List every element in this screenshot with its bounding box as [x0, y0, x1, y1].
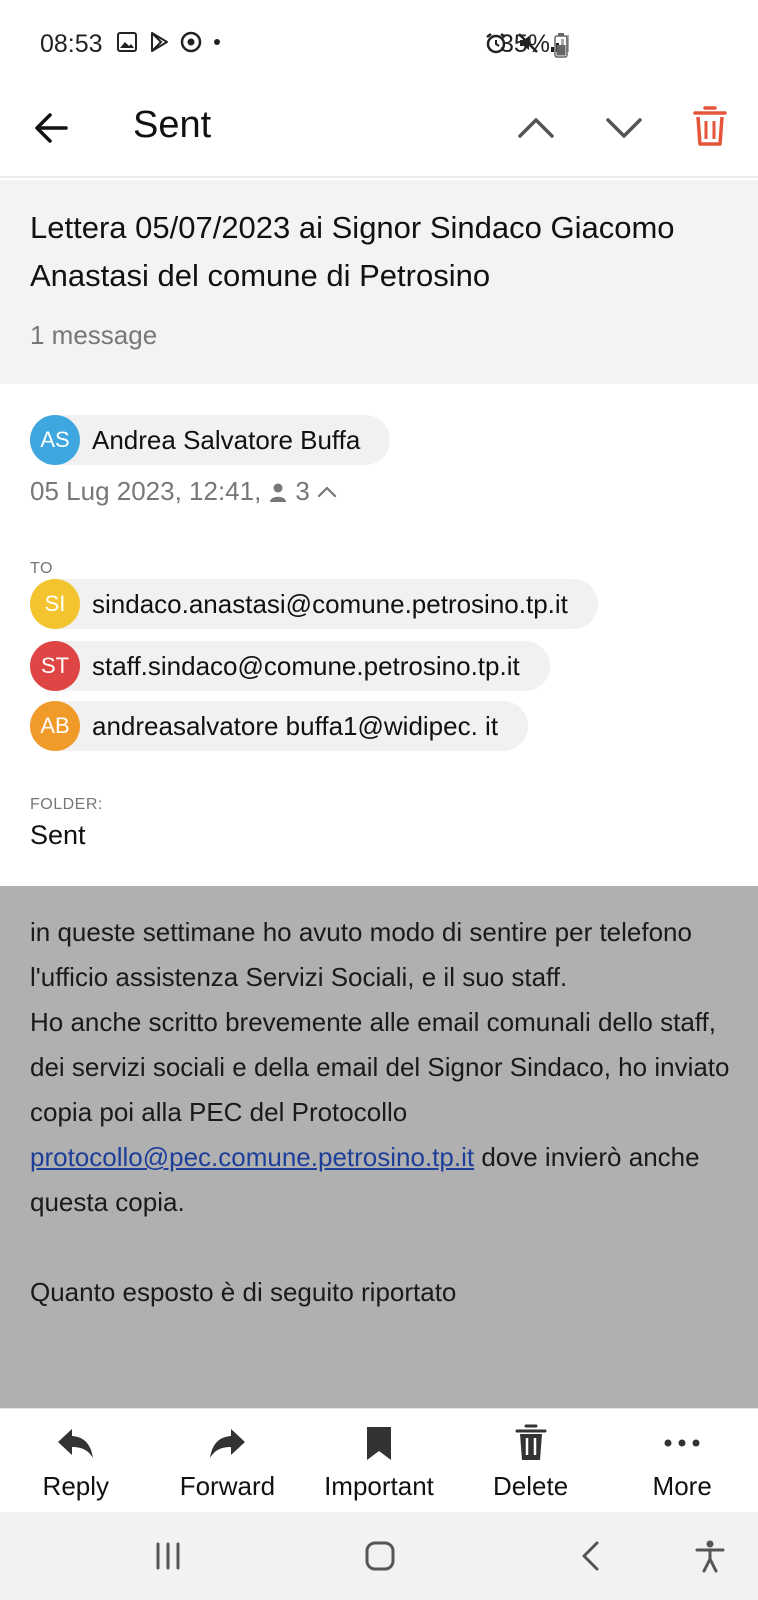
forward-label: Forward: [179, 1471, 276, 1501]
accessibility-button[interactable]: [688, 1534, 732, 1578]
battery-icon: [554, 32, 568, 58]
person-icon: [267, 481, 289, 503]
chevron-up-icon: [514, 106, 558, 150]
email-link[interactable]: protocollo@pec.comune.petrosino.tp.it: [30, 1142, 475, 1172]
message-body-text: [30, 910, 740, 1315]
play-store-icon: [148, 31, 170, 53]
previous-message-button[interactable]: [514, 106, 558, 150]
accessibility-icon: [692, 1538, 728, 1574]
app-bar: [0, 88, 758, 178]
forward-button[interactable]: [152, 1409, 304, 1512]
status-time: 08:53: [40, 30, 103, 58]
trash-icon: [515, 1423, 547, 1463]
back-button[interactable]: [30, 106, 74, 150]
status-battery: [500, 30, 568, 59]
home-icon: [362, 1538, 398, 1574]
sender-name: Andrea Salvatore Buffa: [92, 424, 361, 455]
recipient-chip[interactable]: [30, 641, 550, 691]
message-date-line[interactable]: [30, 476, 338, 507]
recipient-address: sindaco.anastasi@comune.petrosino.tp.it: [92, 588, 568, 619]
trash-icon: [692, 104, 728, 148]
body-text-part-2: dove invierò anche questa copia. Quanto esposto è di seguito riportato: [30, 1142, 700, 1307]
bookmark-icon: [364, 1424, 394, 1462]
folder-value: Sent: [30, 820, 86, 850]
dot-icon: [212, 31, 222, 53]
recipient-initials: ST: [40, 653, 70, 678]
recents-button[interactable]: [146, 1534, 190, 1578]
reply-icon: [56, 1425, 96, 1461]
more-button[interactable]: [606, 1409, 758, 1512]
back-arrow-icon: [30, 106, 74, 150]
more-dots-icon: [662, 1437, 702, 1449]
to-label: TO: [30, 560, 53, 577]
recipient-initials: AB: [40, 713, 70, 738]
recents-icon: [150, 1538, 186, 1574]
more-label: More: [652, 1471, 712, 1501]
delete-button[interactable]: [455, 1409, 607, 1512]
home-button[interactable]: [358, 1534, 402, 1578]
recipient-avatar: [30, 701, 80, 751]
recipient-avatar: [30, 641, 80, 691]
recipient-chip[interactable]: [30, 579, 598, 629]
important-label: Important: [324, 1471, 434, 1501]
body-text-part-1: in queste settimane ho avuto modo di sentire per telefono l'ufficio assistenza Servizi Sociali, e il suo staff. Ho anche scritto brevemente alle email comunali dello staff, dei servizi sociali e della email del Signor Sindaco, ho inviato copia poi alla PEC del Protocollo: [30, 917, 730, 1127]
action-bar: [0, 1408, 758, 1512]
sender-chip[interactable]: [30, 415, 390, 465]
recipient-chip[interactable]: [30, 701, 528, 751]
chrome-icon: [180, 31, 202, 53]
page-title: Sent: [133, 104, 212, 146]
forward-icon: [207, 1425, 247, 1461]
back-icon: [574, 1538, 610, 1574]
recipient-address: andreasalvatore buffa1@widipec. it: [92, 710, 499, 741]
recipient-address: staff.sindaco@comune.petrosino.tp.it: [92, 650, 520, 681]
chevron-down-icon: [602, 106, 646, 150]
reply-button[interactable]: [0, 1409, 152, 1512]
delete-message-button[interactable]: [692, 104, 736, 152]
image-icon: [116, 31, 138, 53]
folder-label: FOLDER:: [30, 796, 103, 813]
message-body: [0, 886, 758, 1408]
delete-label: Delete: [493, 1471, 569, 1501]
recipient-initials: SI: [44, 591, 66, 616]
recipients-count: 3: [295, 476, 310, 506]
battery-percent: 35%: [500, 30, 551, 58]
important-button[interactable]: [303, 1409, 455, 1512]
chevron-up-small-icon: [316, 481, 338, 503]
status-bar: [0, 0, 758, 88]
reply-label: Reply: [42, 1471, 110, 1501]
subject-header: [0, 180, 758, 384]
recipient-avatar: [30, 579, 80, 629]
system-nav-bar: [0, 1512, 758, 1600]
sender-avatar: [30, 415, 80, 465]
message-count: 1 message: [30, 320, 158, 350]
sender-initials: AS: [40, 427, 70, 452]
message-date: 05 Lug 2023, 12:41,: [30, 476, 262, 506]
message-subject: Lettera 05/07/2023 ai Signor Sindaco Giacomo Anastasi del comune di Petrosino: [30, 210, 675, 293]
status-left-icons: [116, 31, 222, 53]
system-back-button[interactable]: [570, 1534, 614, 1578]
next-message-button[interactable]: [602, 106, 646, 150]
